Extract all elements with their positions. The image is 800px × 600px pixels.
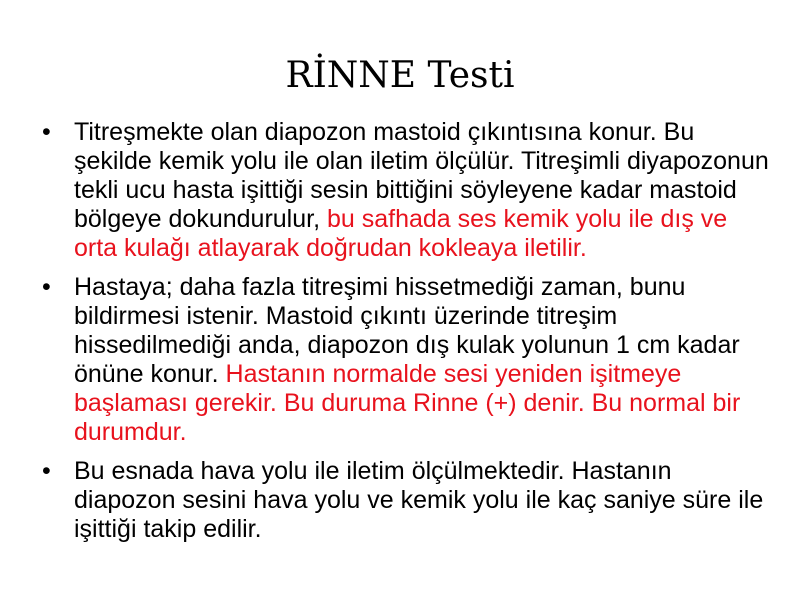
bullet-item-2 [42, 273, 772, 447]
bullet-dot-icon: • [42, 273, 51, 301]
bullet-item-1 [42, 118, 772, 263]
bullet-list [42, 118, 772, 554]
bullet-dot-icon: • [42, 457, 51, 485]
bullet-text-black: Bu esnada hava yolu ile iletim ölçülmektedir. Hastanın diapozon sesini hava yolu ve kemik yolu ile kaç saniye süre ile işittiği takip edilir. [74, 457, 764, 543]
bullet-text-red: bu safhada ses kemik yolu ile dış ve orta kulağı atlayarak doğrudan kokleaya iletilir. [74, 205, 728, 262]
bullet-text-red: Hastanın normalde sesi yeniden işitmeye başlaması gerekir. Bu duruma Rinne (+) denir. Bu normal bir durumdur. [74, 360, 741, 446]
bullet-text-black: Hastaya; daha fazla titreşimi hissetmediği zaman, bunu bildirmesi istenir. Mastoid çıkıntı üzerinde titreşim hissedilmediği anda, diapozon dış kulak yolunun 1 cm kadar önüne konur. [74, 273, 740, 388]
bullet-dot-icon: • [42, 118, 51, 146]
bullet-item-3 [42, 457, 772, 544]
slide-title: RİNNE Testi [285, 55, 515, 96]
bullet-text-black: Titreşmekte olan diapozon mastoid çıkıntısına konur. Bu şekilde kemik yolu ile olan iletim ölçülür. Titreşimli diyapozonun tekli ucu hasta işittiği sesin bittiğini söyleyene kadar mastoid bölgeye dokundurulur, [74, 118, 769, 233]
